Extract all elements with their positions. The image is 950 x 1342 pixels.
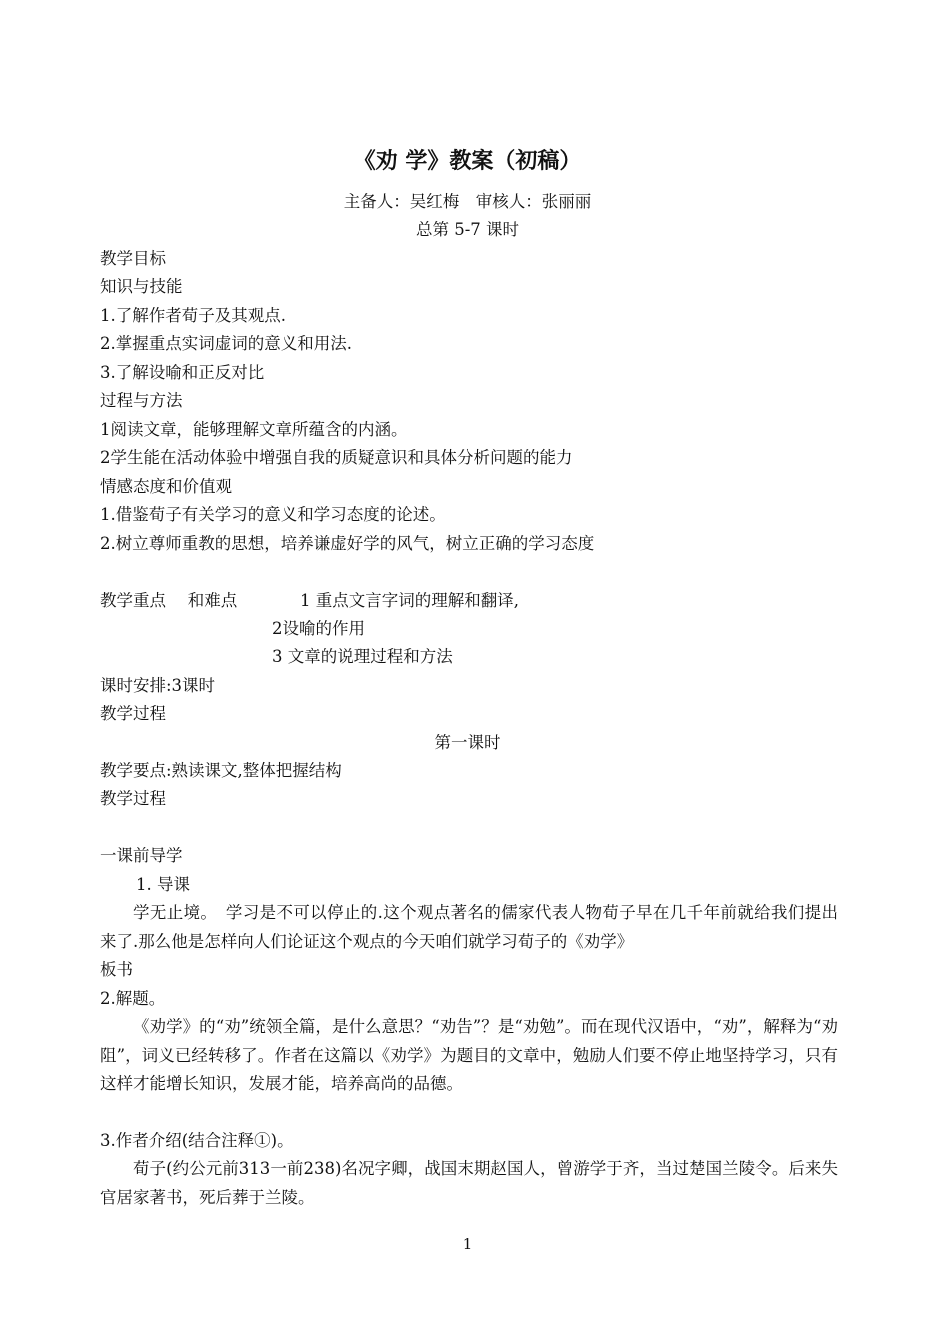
process-main-heading: 教学过程 [100,704,166,723]
schedule-line: 课时安排:3课时 [100,676,216,695]
process-item: 1阅读文章，能够理解文章所蕴含的内涵。 [100,420,408,439]
step-note: 板书 [100,960,133,979]
goals-heading: 教学目标 [100,249,166,268]
emotion-heading: 情感态度和价值观 [100,477,232,496]
process-heading: 过程与方法 [100,391,183,410]
step-paragraph: 荀子(约公元前313一前238)名况字卿，战国末期赵国人，曾游学于齐，当过楚国兰陵令。后来失官居家著书，死后葬于兰陵。 [100,1159,838,1207]
knowledge-item: 1.了解作者荀子及其观点. [100,306,286,325]
step-title: 2.解题。 [100,989,166,1008]
focus-item: 3 文章的说理过程和方法 [272,647,453,666]
step-title: 1. 导课 [136,875,190,894]
authors-line: 主备人：吴红梅 审核人：张丽丽 [343,192,592,211]
emotion-item: 2.树立尊师重教的思想，培养谦虚好学的风气，树立正确的学习态度 [100,534,595,553]
process-item: 2学生能在活动体验中增强自我的质疑意识和具体分析问题的能力 [100,448,573,467]
step-title: 3.作者介绍(结合注释①)。 [100,1131,294,1150]
knowledge-item: 3.了解设喻和正反对比 [100,363,265,382]
emotion-item: 1.借鉴荀子有关学习的意义和学习态度的论述。 [100,505,446,524]
section-title: 一课前导学 [100,846,183,865]
lesson-process-heading: 教学过程 [100,789,166,808]
step-paragraph: 学无止境。 学习是不可以停止的.这个观点著名的儒家代表人物荀子早在几千年前就给我们提出来了.那么他是怎样向人们论证这个观点的今天咱们就学习荀子的《劝学》 [100,903,838,951]
knowledge-heading: 知识与技能 [100,277,183,296]
document-title: 《劝 学》教案（初稿） [353,148,582,174]
page-number: 1 [462,1235,473,1253]
focus-label: 教学重点 和难点 [100,591,238,610]
period-line: 总第 5-7 课时 [415,220,520,239]
knowledge-item: 2.掌握重点实词虚词的意义和用法. [100,334,352,353]
lesson-title: 第一课时 [434,733,501,752]
focus-item: 2设喻的作用 [272,619,365,638]
step-paragraph: 《劝学》的“劝”统领全篇，是什么意思？“劝告”？是“劝勉”。而在现代汉语中，“劝”，解释为“劝阻”，词义已经转移了。作者在这篇以《劝学》为题目的文章中，勉励人们要不停止地坚持学习，只有这样才能增长知识，发展才能，培养高尚的品德。 [100,1017,838,1094]
lesson-key-points: 教学要点:熟读课文,整体把握结构 [100,761,342,780]
focus-item: 1 重点文言字词的理解和翻译, [300,591,519,610]
